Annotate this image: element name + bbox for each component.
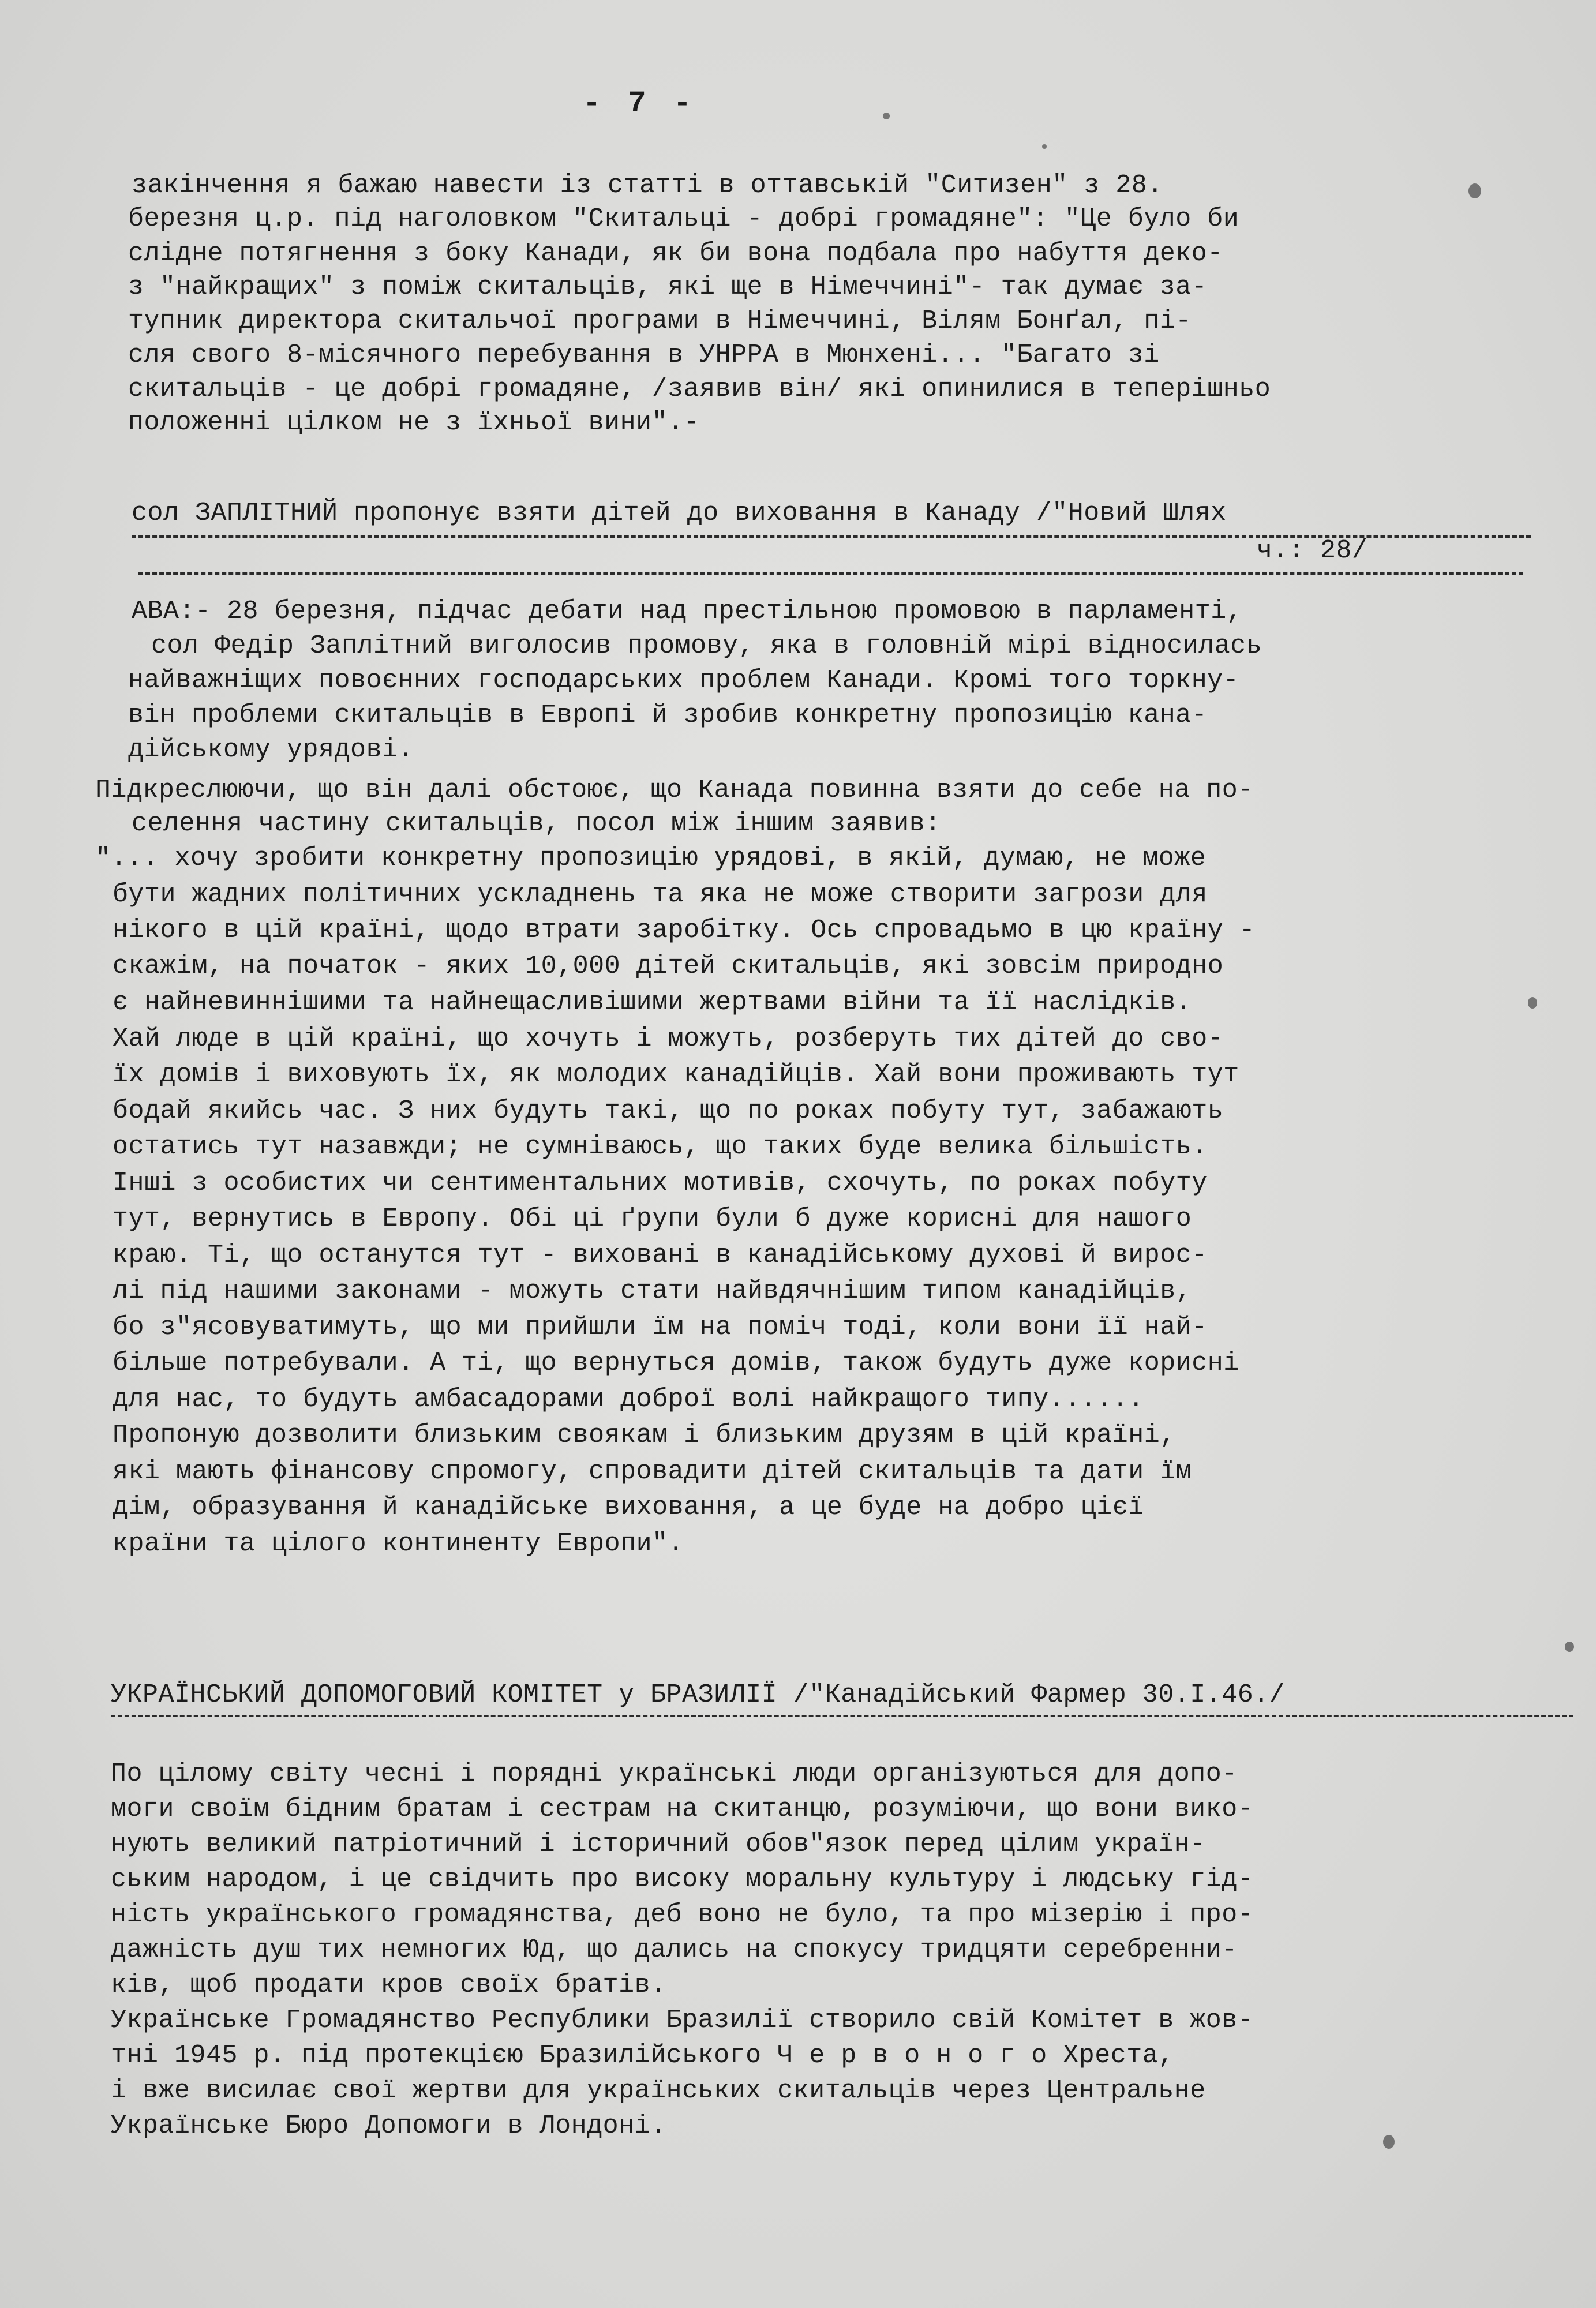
quote-line: нікого в цій країні, щодо втрати заробітку. Ось спровадьмо в цю країну - xyxy=(113,916,1256,945)
body-line: він проблеми скитальців в Европі й зробив конкретну пропозицію кана- xyxy=(128,700,1208,730)
intro-line: положенні цілком не з їхньої вини".- xyxy=(128,408,700,437)
quote-line: Пропоную дозволити близьким своякам і близьким друзям в цій країні, xyxy=(113,1421,1176,1450)
quote-line: краю. Ті, що останутся тут - виховані в канадійському духові й вирос- xyxy=(113,1241,1208,1270)
quote-line: остатись тут назавжди; не сумніваюсь, що таких буде велика більшість. xyxy=(113,1132,1208,1162)
quote-line: Інші з особистих чи сентиментальних мотивів, схочуть, по роках побуту xyxy=(113,1168,1208,1198)
body-line: тні 1945 р. під протекцією Бразилійського Ч е р в о н о г о Хреста, xyxy=(111,2041,1174,2070)
ink-stain xyxy=(883,113,890,119)
quote-line: країни та цілого континенту Европи". xyxy=(113,1529,684,1558)
quote-line: є найневиннішими та найнещасливішими жертвами війни та її наслідків. xyxy=(113,988,1192,1017)
intro-line: сля свого 8-місячного перебування в УНРРА в Мюнхені... "Багато зі xyxy=(128,340,1160,370)
quote-line: бути жадних політичних ускладнень та яка не може створити загрози для xyxy=(113,880,1208,909)
body-line: нують великий патріотичний і історичний обов"язок перед цілим україн- xyxy=(111,1830,1206,1859)
intro-line: скитальців - це добрі громадяне, /заявив він/ які опинилися в теперішньо xyxy=(128,374,1271,404)
section2-heading-text: УКРАЇНСЬКИЙ ДОПОМОГОВИЙ КОМІТЕТ у БРАЗИЛІЇ /"Канадійський Фармер 30.I.46./ xyxy=(111,1680,1286,1710)
quote-line: лі під нашими законами - можуть стати найвдячнішим типом канадійців, xyxy=(113,1276,1192,1306)
section1-heading-line2: ч.: 28/ xyxy=(1257,536,1368,565)
ink-stain xyxy=(1042,144,1047,149)
quote-line: дім, образування й канадійське виховання, а це буде на добро цієї xyxy=(113,1493,1144,1522)
heading-underline xyxy=(111,1715,1573,1717)
body-line: моги своїм бідним братам і сестрам на скитанцю, розуміючи, що вони вико- xyxy=(111,1794,1254,1824)
body-line: ків, щоб продати кров своїх братів. xyxy=(111,1970,666,2000)
ink-stain xyxy=(1383,2135,1395,2149)
heading-underline xyxy=(138,572,1523,575)
quote-line: тут, вернутись в Европу. Обі ці ґрупи були б дуже корисні для нашого xyxy=(113,1204,1192,1234)
section1-heading-line1: сол ЗАПЛІТНИЙ пропонує взяти дітей до виховання в Канаду /"Новий Шлях xyxy=(132,499,1227,528)
body-line: Українське Громадянство Республики Бразилії створило свій Комітет в жов- xyxy=(111,2006,1254,2035)
body-line: дійському урядові. xyxy=(128,735,414,765)
quote-line: скажім, на початок - яких 10,000 дітей скитальців, які зовсім природно xyxy=(113,951,1224,981)
ink-stain xyxy=(1565,1642,1574,1652)
intro-line: березня ц.р. під наголовком "Скитальці - добрі громадяне": "Це було би xyxy=(128,204,1239,234)
ink-stain xyxy=(1468,183,1481,198)
intro-line: з "найкращих" з поміж скитальців, які ще в Німеччині"- так думає за- xyxy=(128,272,1208,302)
body-line: По цілому світу чесні і порядні українські люди організуються для допо- xyxy=(111,1759,1238,1789)
body-line: найважніщих повоєнних господарських проблем Канади. Кромі того торкну- xyxy=(128,666,1239,695)
body-line: АВА:- 28 березня, підчас дебати над престільною промовою в парламенті, xyxy=(132,597,1243,626)
body-line: ність українського громадянства, деб воно не було, та про мізерію і про- xyxy=(111,1900,1254,1929)
quote-line: "... хочу зробити конкретну пропозицію урядові, в якій, думаю, не може xyxy=(95,844,1207,873)
intro-line: слідне потягнення з боку Канади, як би вона подбала про набуття деко- xyxy=(128,239,1223,268)
body-line: Українське Бюро Допомоги в Лондоні. xyxy=(111,2111,666,2141)
ink-stain xyxy=(1528,997,1537,1009)
intro-line: закінчення я бажаю навести із статті в оттавській "Ситизен" з 28. xyxy=(132,171,1163,200)
quote-line: які мають фінансову спромогу, спровадити дітей скитальців та дати їм xyxy=(113,1457,1192,1486)
body-line: Підкреслюючи, що він далі обстоює, що Канада повинна взяти до себе на по- xyxy=(95,775,1254,805)
quote-line: бодай якийсь час. З них будуть такі, що по роках побуту тут, забажають xyxy=(113,1096,1224,1126)
quote-line: їх домів і виховують їх, як молодих канадійців. Хай вони проживають тут xyxy=(113,1060,1239,1089)
body-line: селення частину скитальців, посол між іншим заявив: xyxy=(132,809,941,838)
page-number: - 7 - xyxy=(583,87,696,121)
body-line: сол Федір Заплітний виголосив промову, яка в головній мірі відносилась xyxy=(151,631,1262,661)
intro-line: тупник директора скитальчої програми в Німеччині, Вілям Бонґал, пі- xyxy=(128,306,1192,336)
quote-line: для нас, то будуть амбасадорами доброї волі найкращого типу...... xyxy=(113,1385,1144,1414)
quote-line: Хай люде в цій країні, що хочуть і можуть, розберуть тих дітей до сво- xyxy=(113,1024,1224,1054)
body-line: ським народом, і це свідчить про високу моральну культуру і людську гід- xyxy=(111,1865,1254,1894)
quote-line: більше потребували. А ті, що вернуться домів, також будуть дуже корисні xyxy=(113,1348,1239,1378)
body-line: дажність душ тих немногих Юд, що дались на спокусу тридцяти серебренни- xyxy=(111,1935,1238,1965)
body-line: і вже висилає свої жертви для українських скитальців через Центральне xyxy=(111,2076,1206,2105)
quote-line: бо з"ясовуватимуть, що ми прийшли їм на поміч тоді, коли вони її най- xyxy=(113,1313,1208,1342)
